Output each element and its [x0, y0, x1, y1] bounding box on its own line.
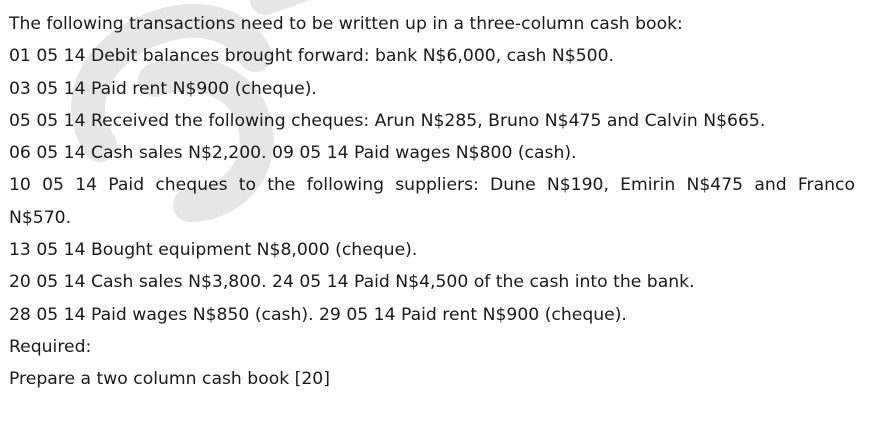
- required-heading: Required:: [9, 336, 92, 357]
- transaction-line: 03 05 14 Paid rent N$900 (cheque).: [9, 78, 317, 99]
- transaction-line-continuation: N$570.: [9, 207, 72, 228]
- transaction-line: 06 05 14 Cash sales N$2,200. 09 05 14 Paid wages N$800 (cash).: [9, 143, 577, 164]
- transaction-line: 01 05 14 Debit balances brought forward: bank N$6,000, cash N$500.: [9, 46, 614, 67]
- transaction-line: 05 05 14 Received the following cheques: Arun N$285, Bruno N$475 and Calvin N$665.: [9, 110, 766, 131]
- document-body: [9, 8, 869, 396]
- task-line: Prepare a two column cash book [20]: [9, 369, 330, 390]
- transaction-line: 20 05 14 Cash sales N$3,800. 24 05 14 Paid N$4,500 of the cash into the bank.: [9, 272, 695, 293]
- transaction-line: 10 05 14 Paid cheques to the following suppliers: Dune N$190, Emirin N$475 and Franco: [9, 175, 855, 196]
- transaction-line: 28 05 14 Paid wages N$850 (cash). 29 05 14 Paid rent N$900 (cheque).: [9, 304, 627, 325]
- transaction-line: 13 05 14 Bought equipment N$8,000 (cheque).: [9, 240, 418, 261]
- instruction-line: The following transactions need to be written up in a three-column cash book:: [9, 14, 683, 34]
